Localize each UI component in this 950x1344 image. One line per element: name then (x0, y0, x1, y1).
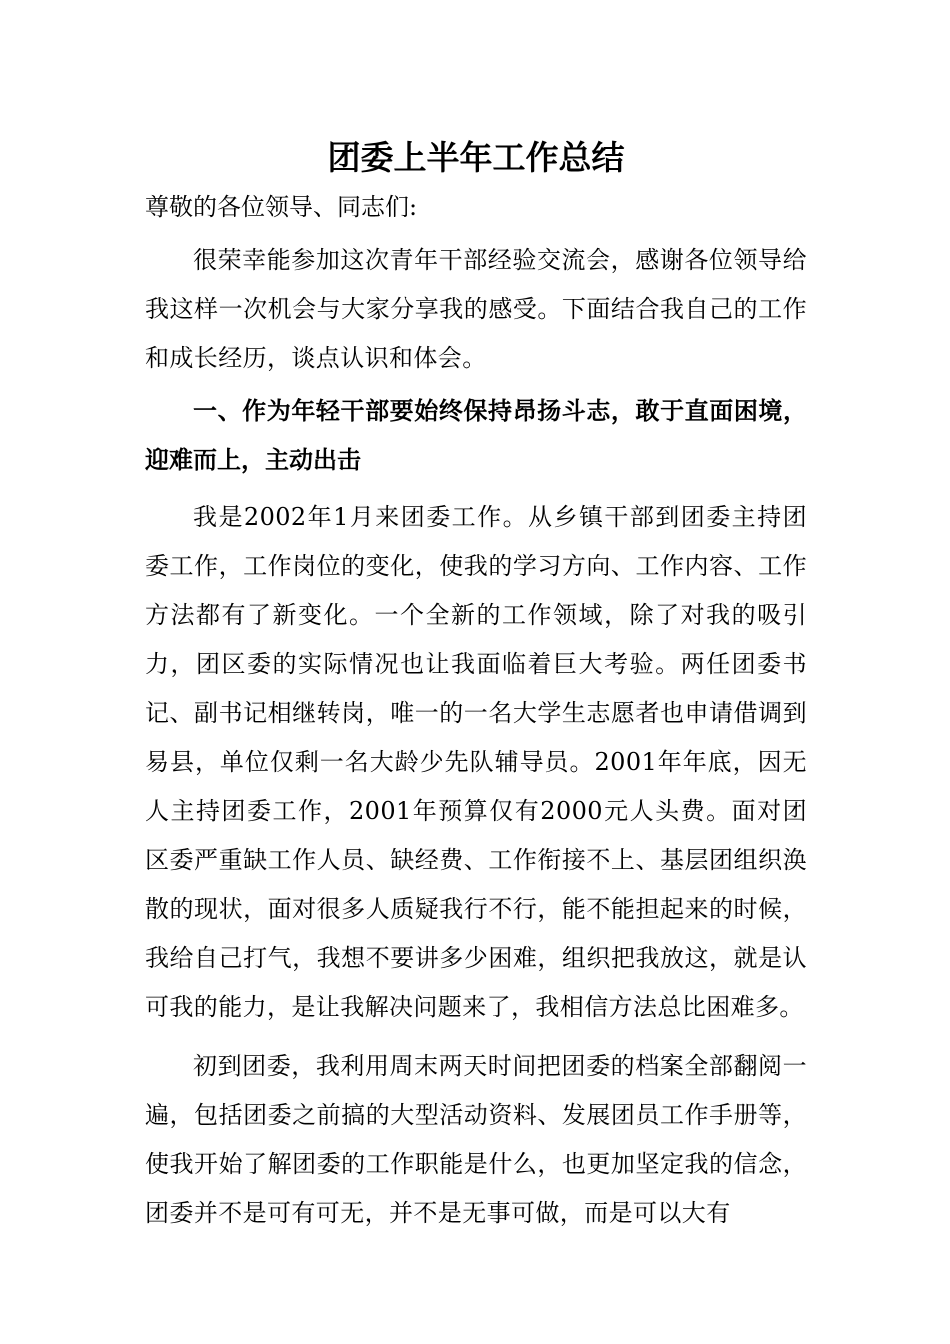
section-heading-1: 一、作为年轻干部要始终保持昂扬斗志，敢于直面困境，迎难而上，主动出击 (145, 397, 807, 474)
salutation: 尊敬的各位领导、同志们: (145, 193, 418, 221)
document-page (145, 120, 807, 1238)
paragraph-intro: 很荣幸能参加这次青年干部经验交流会，感谢各位领导给我这样一次机会与大家分享我的感受。下面结合我自己的工作和成长经历，谈点认识和体会。 (145, 246, 807, 372)
paragraph-experience: 我是2002年1月来团委工作。从乡镇干部到团委主持团委工作，工作岗位的变化，使我的学习方向、工作内容、工作方法都有了新变化。一个全新的工作领域，除了对我的吸引力，团区委的实际情况也让我面临着巨大考验。两任团委书记、副书记相继转岗，唯一的一名大学生志愿者也申请借调到易县，单位仅剩一名大龄少先队辅导员。2001年年底，因无人主持团委工作，2001年预算仅有2000元人头费。面对团区委严重缺工作人员、缺经费、工作衔接不上、基层团组织涣散的现状，面对很多人质疑我行不行，能不能担起来的时候，我给自己打气，我想不要讲多少困难，组织把我放这，就是认可我的能力，是让我解决问题来了，我相信方法总比困难多。 (145, 503, 807, 1021)
document-title: 团委上半年工作总结 (327, 138, 625, 177)
paragraph-first-days: 初到团委，我利用周末两天时间把团委的档案全部翻阅一遍，包括团委之前搞的大型活动资料、发展团员工作手册等，使我开始了解团委的工作职能是什么，也更加坚定我的信念，团委并不是可有可无，并不是无事可做，而是可以大有 (145, 1052, 807, 1227)
